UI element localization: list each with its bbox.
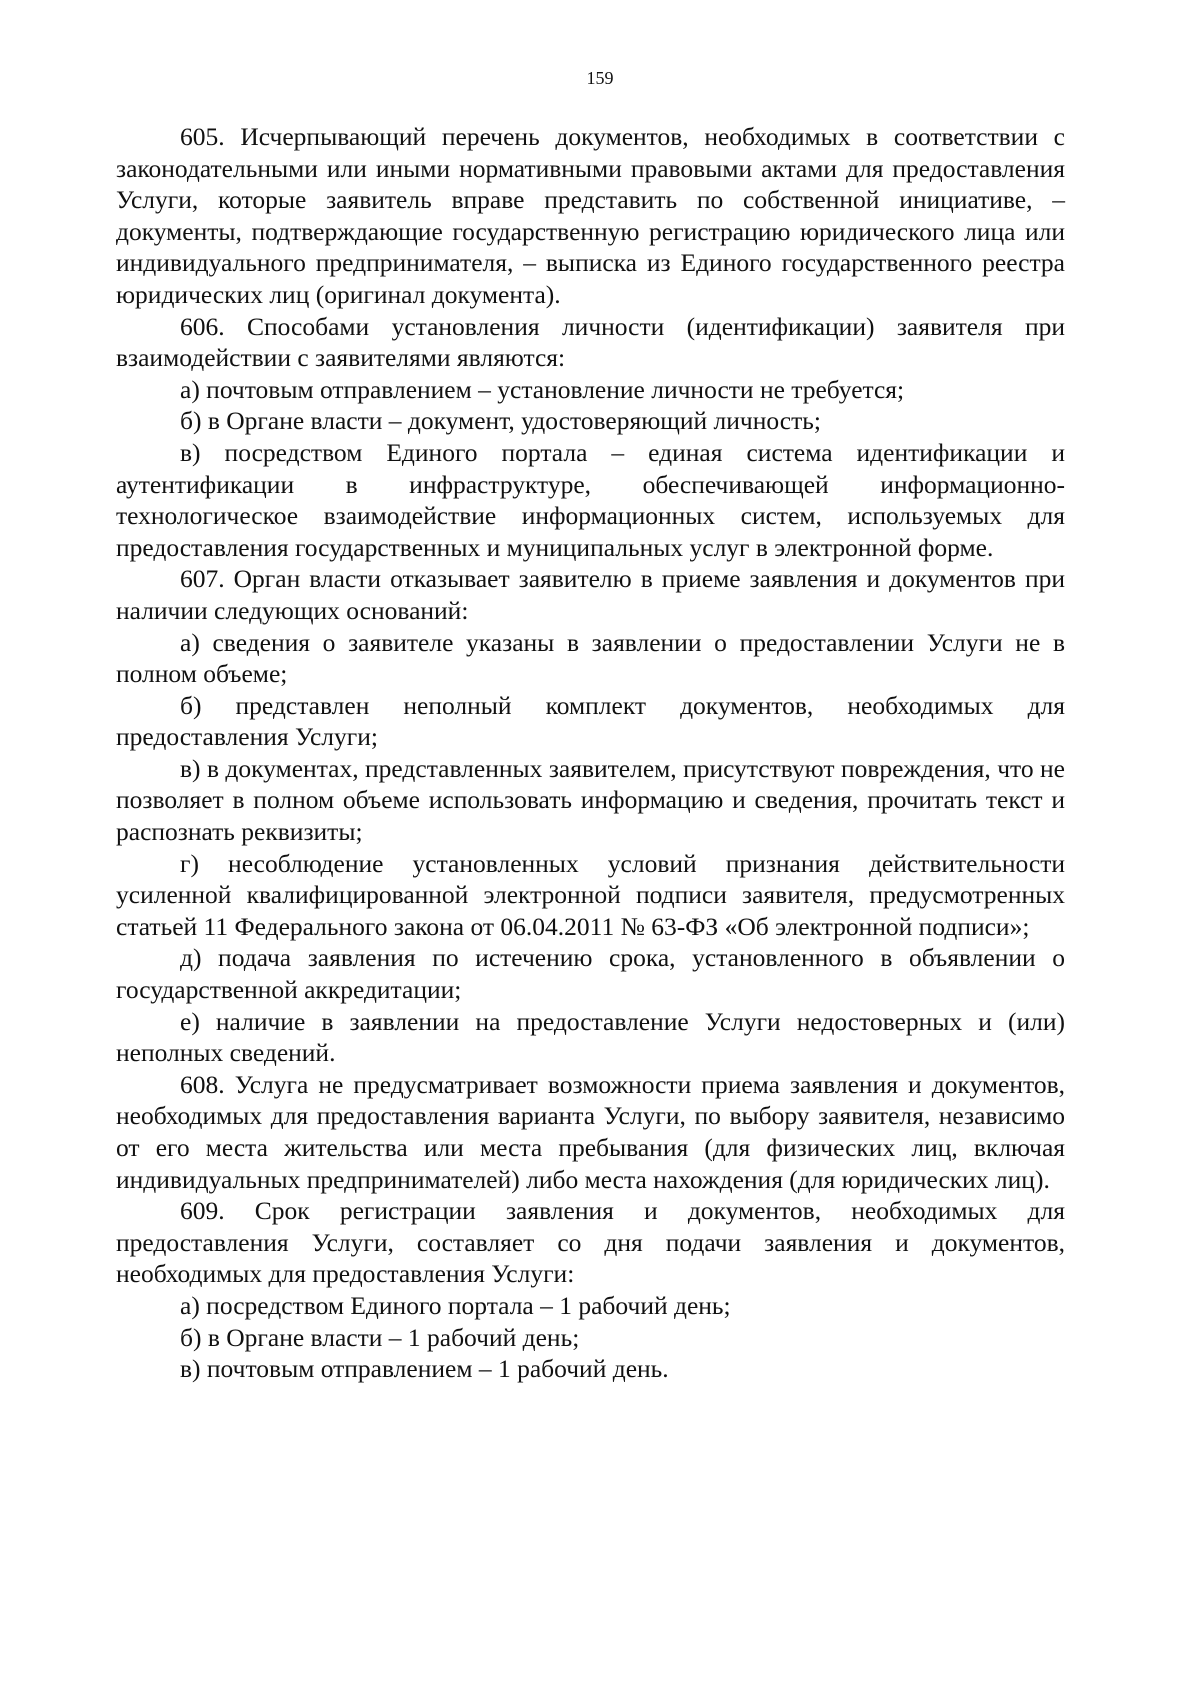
clause-609-item-v: в) почтовым отправлением – 1 рабочий день.	[180, 1354, 669, 1384]
clause-607-item-b: б) представлен неполный комплект документов, необходимых для предоставления Услуги;	[116, 690, 1065, 752]
clause-607-item-a: а) сведения о заявителе указаны в заявлении о предоставлении Услуги не в полном объеме;	[116, 627, 1065, 689]
clause-607-item-e: е) наличие в заявлении на предоставление Услуги недостоверных и (или) неполных сведений.	[116, 1006, 1065, 1068]
clause-605: 605. Исчерпывающий перечень документов, необходимых в соответствии с законодательными или иными нормативными правовыми актами для предоставления Услуги, которые заявитель вправе представить по собственной инициативе, – документы, подтверждающие государственную регистрацию юридического лица или индивидуального предпринимателя, – выписка из Единого государственного реестра юридических лиц (оригинал документа).	[116, 122, 1065, 309]
clause-606-item-b: б) в Органе власти – документ, удостоверяющий личность;	[180, 406, 821, 436]
clause-607: 607. Орган власти отказывает заявителю в приеме заявления и документов при наличии следующих оснований:	[116, 564, 1065, 625]
clause-608: 608. Услуга не предусматривает возможности приема заявления и документов, необходимых для предоставления варианта Услуги, по выбору заявителя, независимо от его места жительства или места пребывания (для физических лиц, включая индивидуальных предпринимателей) либо места нахождения (для юридических лиц).	[116, 1069, 1065, 1194]
clause-606-item-a: а) почтовым отправлением – установление личности не требуется;	[180, 374, 905, 404]
clause-606-item-v: в) посредством Единого портала – единая система идентификации и аутентификации в инфраструктуре, обеспечивающей информационно-технологическое взаимодействие информационных систем, используемых для предоставления государственных и муниципальных услуг в электронной форме.	[116, 437, 1065, 562]
document-body	[116, 121, 1065, 1385]
clause-607-item-d: д) подача заявления по истечению срока, установленного в объявлении о государственной аккредитации;	[116, 943, 1065, 1005]
clause-607-item-v: в) в документах, представленных заявителем, присутствуют повреждения, что не позволяет в полном объеме использовать информацию и сведения, прочитать текст и распознать реквизиты;	[116, 753, 1065, 847]
clause-609-item-a: а) посредством Единого портала – 1 рабочий день;	[180, 1290, 731, 1320]
clause-607-item-g: г) несоблюдение установленных условий признания действительности усиленной квалифицированной электронной подписи заявителя, предусмотренных статьей 11 Федерального закона от 06.04.2011 № 63-ФЗ «Об электронной подписи»;	[116, 848, 1065, 941]
clause-606: 606. Способами установления личности (идентификации) заявителя при взаимодействии с заявителями являются:	[116, 311, 1065, 373]
page-number: 159	[586, 68, 614, 88]
clause-609: 609. Срок регистрации заявления и документов, необходимых для предоставления Услуги, составляет со дня подачи заявления и документов, необходимых для предоставления Услуги:	[116, 1196, 1065, 1289]
clause-609-item-b: б) в Органе власти – 1 рабочий день;	[180, 1322, 580, 1352]
